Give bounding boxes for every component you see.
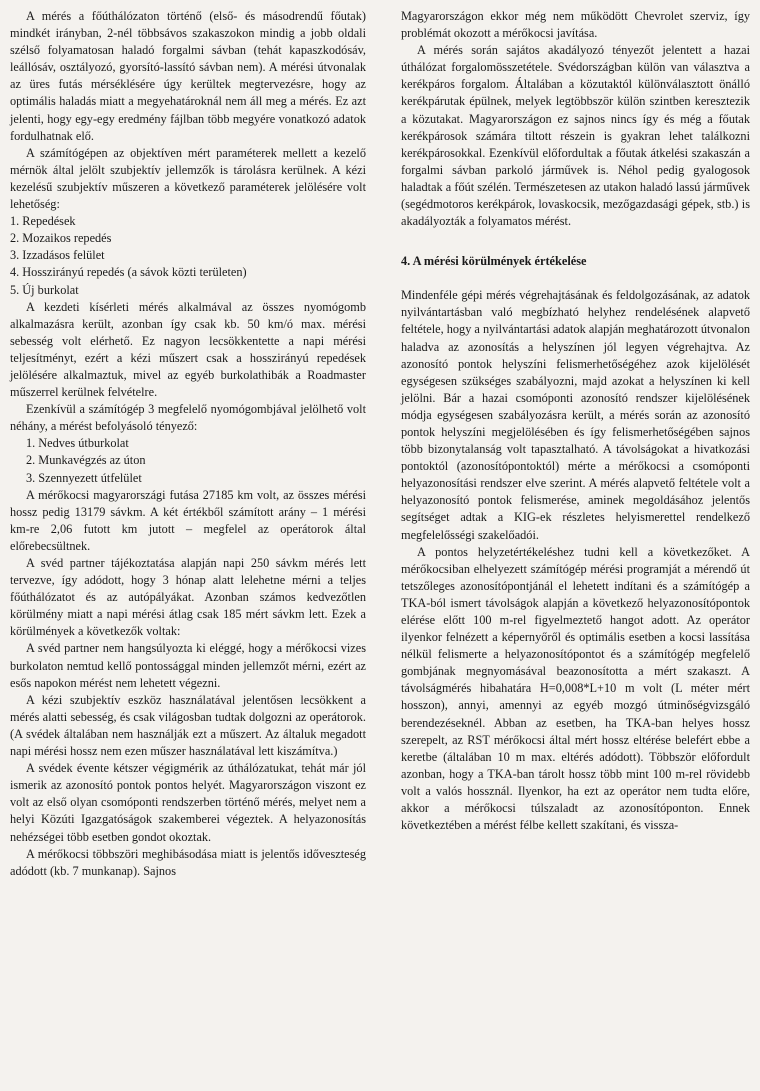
- left-paragraph-2: A számítógépen az objektíven mért paraméterek mellett a kezelő mérnök által jelölt szubjektív jellemzők is tárolásra kerülnek. A kézi kezelésű szubjektív műszeren a következő paraméterek jelölésére volt lehetőség:: [10, 145, 366, 212]
- list-item: 5. Új burkolat: [10, 282, 79, 297]
- list-item: 1. Repedések: [10, 214, 76, 229]
- section-spacer: [401, 270, 750, 287]
- section-spacer: [401, 230, 750, 253]
- right-column: [401, 8, 750, 834]
- list-item: 3. Szennyezett útfelület: [26, 470, 142, 485]
- left-paragraph-7: A svéd partner nem hangsúlyozta ki eléggé, hogy a mérőkocsi vizes burkolaton nemtud kellő pontossággal minden jellemzőt mérni, ezért az esős napokon mérést nem lehetett végezni.: [10, 641, 366, 690]
- left-paragraph-3: A kezdeti kísérleti mérés alkalmával az összes nyomógomb alkalmazásra került, azonban így csak kb. 50 km/ó max. mérési sebesség volt elérhető. Ez nagyon lecsökkentette a napi mérési teljesítményt, ezért a kézi műszert csak a hosszirányú repedések jelölésére alkalmaztuk, mivel az egyéb burkolathibák a Roadmaster műszerrel kerülnek felvételre.: [10, 299, 366, 400]
- list-item: 2. Mozaikos repedés: [10, 231, 112, 246]
- right-paragraph-4: A pontos helyzetértékeléshez tudni kell a következőket. A mérőkocsiban elhelyezett számítógép mérési programját a mérendő út tetszőleges azonosítópontjánál el lehetett indítani és a számítógép a TKA-ból ismert távolságok alapján a következő helyazonosítópontok elérése előtt 100 m-rel figyelmeztető hangot adott. Az operátor ilyenkor felnézett a képernyőről és optimális esetben a kocsi lassítása nélkül felismerte a helyazonosítópontot és a számítógép megfelelő gombjának megnyomásával beazonosította a mért szakaszt. A távolságmérés hibahatára H=0,008*L+10 m volt (L méter mért hosszon), annyi, amennyi az egyéb mozgó útminőségvizsgáló berendezéseknél. Abban az esetben, ha TKA-ban helyes hossz szerepelt, az RST mérőkocsi által mért hossz eltérése belefért ebbe a keretbe (általában 10 m max. eltérés adódott). Többször előfordult azonban, hogy a TKA-ban tárolt hossz több mint 100 m-rel rövidebb volt a valós hossznál. Ilyenkor, ha ezt az operátor nem tudta előre, akkor a mérőkocsi túlszaladt az azonosítóponton. Ennek következtében a mérést félbe kellett szakítani, és vissza-: [401, 544, 750, 833]
- list-item: 4. Hosszirányú repedés (a sávok közti területen): [10, 265, 247, 280]
- influencing-factor-list: [10, 435, 366, 486]
- right-paragraph-1: Magyarországon ekkor még nem működött Chevrolet szerviz, így problémát okozott a mérőkocsi javítása.: [401, 9, 750, 41]
- left-paragraph-5: A mérőkocsi magyarországi futása 27185 km volt, az összes mérési hossz pedig 13179 sávkm. A két értékből számított arány – 1 mérési km-re 2,06 futott km jutott – megfelel az operátorok által előrebecsültnek.: [10, 487, 366, 553]
- list-item: 1. Nedves útburkolat: [26, 436, 129, 451]
- right-paragraph-3: Mindenféle gépi mérés végrehajtásának és feldolgozásának, az adatok nyilvántartásban való megbízható helyhez rendelésének alapvető feltétele, hogy a nyilvántartási adatok alapján meghatározott útvonalon haladva az azonosítás a helyszínen jól legyen végrehajtva. Az azonosító pontok helyszíni felismerhetőségéhez azok kijelölését egységesen szükséges szabályozni, majd azokat a helyszínen ki kell jelölni. Bár a hazai csomóponti azonosító rendszer kijelölésének módja egységesen szabályozásra került, a mérés során az azonosító pontok helyszíni megjelölésében és így felismerhetőségében sajnos több bizonytalanság volt tapasztalható. A távolságokat a hivatkozási pontoktól (azonosítópontoktól) mérte a mérőkocsi a csomóponti helyazonosítási rendszer elve szerint. A mérés alapvető feltétele volt a helyazonosító pontok felismerése, aminek megoldásához jelentős segítséget adtak a KIG-ek részletes helyismerettel rendelkező megfelelősségi szakelőadói.: [401, 288, 750, 542]
- right-paragraph-2: A mérés során sajátos akadályozó tényezőt jelentett a hazai úthálózat forgalomösszetétele. Svédországban külön van választva a kerékpáros forgalom. Általában a közutaktól különválasztott önálló kerékpárutak épülnek, melyek legtöbbször külön szintben keresztezik a közutakat. Magyarországon ez sajnos nincs így és még a főutak kerékpárosok számára tiltott részein is gyakran lehet találkozni kerékpárosokkal. Ezenkívül előfordultak a főutak átkelési szakaszán a forgalmi sávban parkoló járművek is. Néhol pedig gyalogosok haladtak a főút szélén. Természetesen az utakon haladó lassú járművek (segédmotoros kerékpárok, lovaskocsik, mezőgazdasági gépek, stb.) is akadályozták a folyamatos mérést.: [401, 43, 750, 229]
- list-item: 3. Izzadásos felület: [10, 248, 105, 263]
- left-paragraph-9: A svédek évente kétszer végigmérik az úthálózatukat, tehát már jól ismerik az azonosító pontok pontos helyét. Magyarországon viszont ez volt az első olyan csomóponti rendszerben történő mérés, melyet nem a helyi Közúti Igazgatóságok szakemberei végeztek. A helyazonosítás nehézségei több esetben gondot okoztak.: [10, 761, 366, 844]
- left-paragraph-8: A kézi szubjektív eszköz használatával jelentősen lecsökkent a mérés alatti sebesség, és csak világosban tudtak dolgozni az operátorok. (A svédek általában nem használják ezt a műszert. Az általuk megadott napi mérési hossz nem ezen műszer használatával lett kiszámítva.): [10, 692, 366, 759]
- subjective-parameter-list: [10, 213, 366, 298]
- left-paragraph-10: A mérőkocsi többszöri meghibásodása miatt is jelentős időveszteség adódott (kb. 7 munkanap). Sajnos: [10, 846, 366, 878]
- left-column: [10, 8, 366, 880]
- left-paragraph-1: A mérés a főúthálózaton történő (első- és másodrendű főutak) mindkét irányban, 2-nél többsávos szakaszokon mindig a jobb oldali szélső folyamatosan haladó forgalmi sávban (tehát kapaszkodósáv, leállósáv, osztályozó, gyorsító-lassító sávban nem). A mérési útvonalak az üres futás mérséklésére úgy kerültek megtervezésre, hogy az optimális haladás miatt a megyehatároknál nem áll meg a mérés. Ez azt jelenti, hogy egy-egy eredmény fájlban több megyére vonatkozó adatok fordulhatnak elő.: [10, 9, 366, 143]
- left-paragraph-6: A svéd partner tájékoztatása alapján napi 250 sávkm mérés lett tervezve, így adódott, hogy 3 hónap alatt lelehetne mérni a teljes főúthálózatot és az autópályákat. Azonban számos kedvezőtlen körülmény miatt a napi mérési átlag csak 185 mért sávkm lett. Ezek a körülmények a következők voltak:: [10, 556, 366, 639]
- section-heading: 4. A mérési körülmények értékelése: [401, 254, 587, 269]
- list-item: 2. Munkavégzés az úton: [26, 453, 146, 468]
- left-paragraph-4: Ezenkívül a számítógép 3 megfelelő nyomógombjával jelölhető volt néhány, a mérést befolyásoló tényező:: [10, 402, 366, 434]
